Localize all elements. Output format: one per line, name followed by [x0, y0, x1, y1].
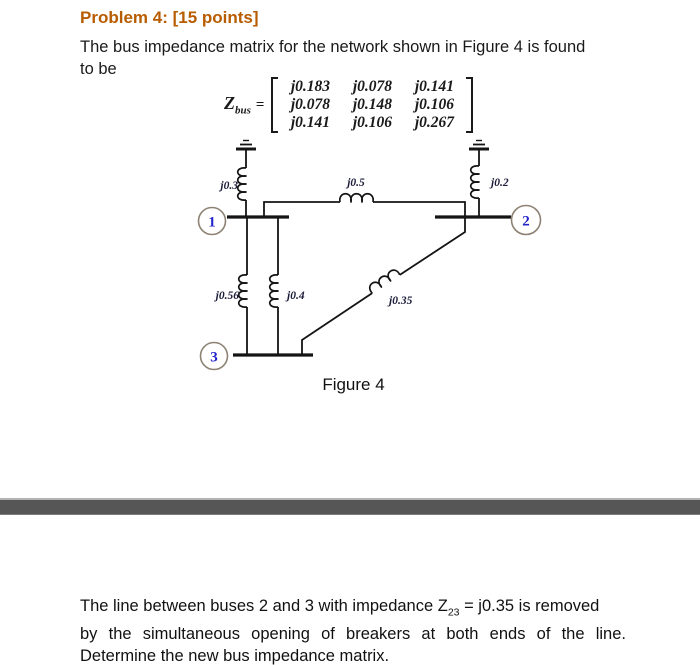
matrix-cell-32: j0.106 — [352, 114, 393, 131]
matrix-cell-12: j0.078 — [352, 78, 393, 95]
intro-paragraph — [80, 36, 630, 80]
intro-line-1: The bus impedance matrix for the network shown in Figure 4 is found — [80, 38, 586, 56]
problem-title: Problem 4: [15 points] — [80, 8, 259, 27]
inductor-j0-2 — [471, 166, 479, 198]
wire-line23-diagonal — [302, 217, 465, 355]
matrix-cell-33: j0.267 — [414, 114, 455, 131]
wire-line12 — [264, 202, 465, 217]
matrix-cell-31: j0.141 — [290, 114, 331, 131]
inductor-j0-4 — [270, 275, 278, 307]
zbus-subscript: bus — [235, 104, 251, 117]
circuit-diagram — [150, 133, 550, 373]
label-j0-3: j0.3 — [220, 180, 238, 192]
impedance-matrix — [278, 77, 466, 133]
matrix-right-bracket — [466, 77, 473, 133]
inductor-j0-3 — [238, 168, 246, 200]
question-line-2: by the simultaneous opening of breakers at both ends of the line. — [80, 625, 626, 644]
z23-subscript: 23 — [447, 606, 460, 619]
question-line1-pre: The line between buses 2 and 3 with impedance Z — [80, 597, 448, 615]
question-line1-post: = j0.35 is removed — [459, 597, 600, 615]
matrix-cell-11: j0.183 — [290, 78, 331, 95]
wire-bus1-branch — [246, 150, 278, 355]
section-divider-bar — [0, 498, 700, 515]
figure-caption: Figure 4 — [322, 375, 385, 394]
matrix-left-bracket — [271, 77, 278, 133]
inductor-j0-56 — [239, 275, 247, 307]
zbus-equation — [224, 77, 473, 133]
equals-sign: = — [255, 96, 265, 113]
label-j0-2: j0.2 — [491, 177, 509, 189]
matrix-cell-21: j0.078 — [290, 96, 331, 113]
label-j0-4: j0.4 — [287, 290, 305, 302]
matrix-cell-23: j0.106 — [414, 96, 455, 113]
label-j0-56: j0.56 — [215, 290, 239, 302]
ground-symbol-bus1 — [236, 141, 256, 150]
label-j0-35: j0.35 — [389, 295, 413, 307]
ground-symbol-bus2 — [469, 141, 489, 150]
zbus-symbol: $Z_{bus}$ — [224, 93, 251, 117]
matrix-cell-13: j0.141 — [414, 78, 455, 95]
intro-line-2: to be — [80, 60, 117, 78]
bus3-number: 3 — [210, 349, 218, 366]
bus1-number: 1 — [208, 214, 216, 231]
question-line-3: Determine the new bus impedance matrix. — [80, 647, 390, 665]
label-j0-5: j0.5 — [347, 177, 365, 189]
inductor-j0-5 — [340, 194, 373, 202]
inductor-j0-35 — [368, 268, 400, 293]
question-line-1 — [80, 595, 626, 623]
bus2-number: 2 — [522, 213, 530, 230]
question-paragraph — [80, 595, 626, 665]
matrix-cell-22: j0.148 — [352, 96, 393, 113]
